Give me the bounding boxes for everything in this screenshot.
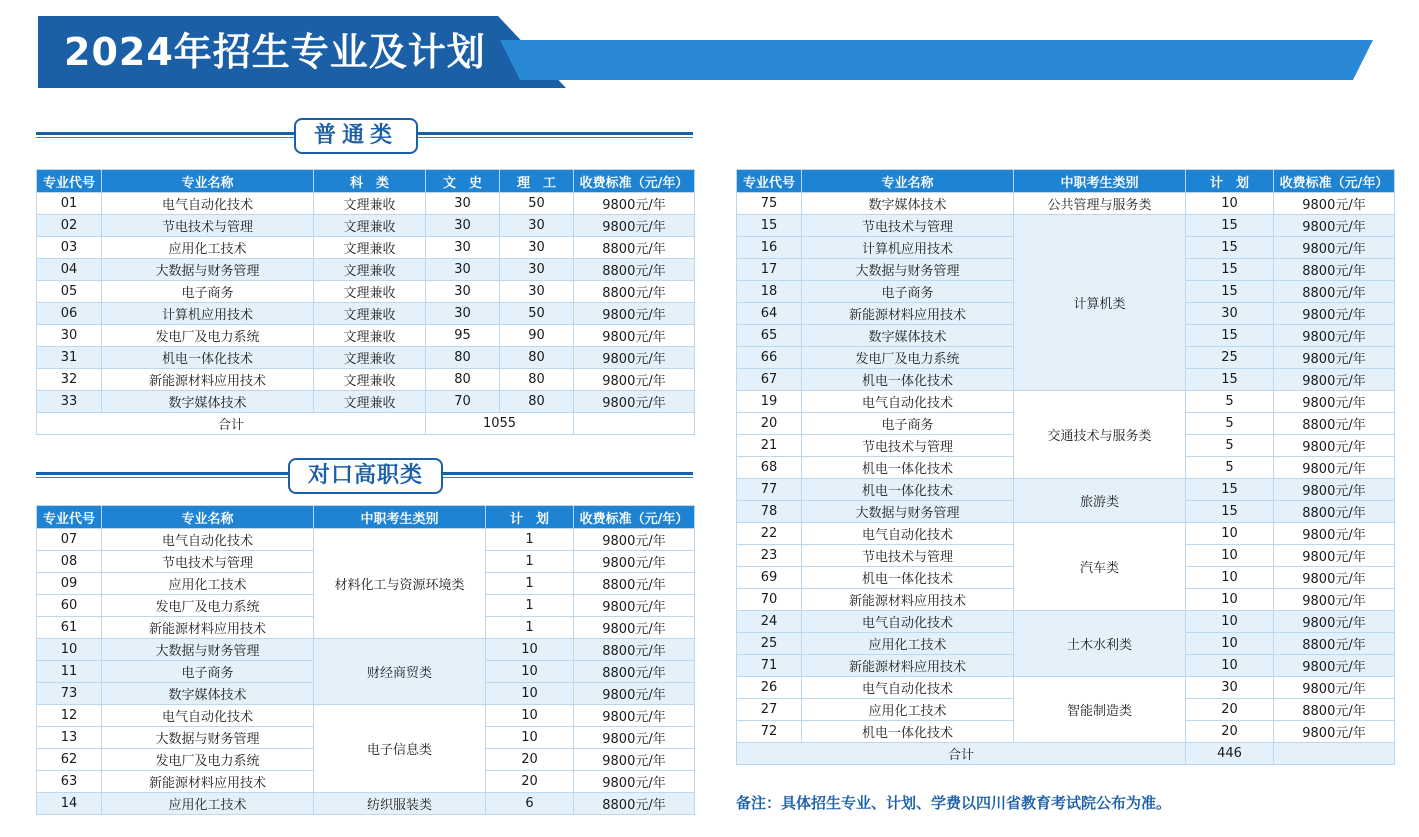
table-cell: 20	[486, 771, 574, 793]
table-cell: 应用化工技术	[102, 573, 314, 595]
column-header: 收费标准（元/年）	[574, 170, 695, 193]
table-cell: 10	[37, 639, 102, 661]
table-cell: 80	[500, 391, 574, 413]
table-row	[37, 793, 695, 815]
table-cell: 68	[737, 457, 802, 479]
table-cell: 文理兼收	[314, 237, 426, 259]
table-cell: 9800元/年	[1274, 721, 1395, 743]
table-row	[737, 215, 1395, 237]
table-cell: 电气自动化技术	[102, 529, 314, 551]
table-row	[737, 479, 1395, 501]
table-cell: 8800元/年	[1274, 699, 1395, 721]
table-cell: 22	[737, 523, 802, 545]
table-cell: 9800元/年	[1274, 589, 1395, 611]
table-cell: 9800元/年	[1274, 193, 1395, 215]
section-heading-regular	[36, 118, 693, 154]
table-cell: 电子商务	[802, 413, 1014, 435]
table-cell: 30	[426, 193, 500, 215]
table-cell: 17	[737, 259, 802, 281]
column-header: 专业名称	[102, 170, 314, 193]
table-cell: 21	[737, 435, 802, 457]
table-cell: 95	[426, 325, 500, 347]
category-cell: 电子信息类	[314, 705, 486, 793]
table-cell: 新能源材料应用技术	[802, 655, 1014, 677]
table-row	[37, 639, 695, 661]
table-cell: 10	[1186, 523, 1274, 545]
table-cell: 13	[37, 727, 102, 749]
table-cell: 08	[37, 551, 102, 573]
section-title-vocational: 对口高职类	[288, 458, 443, 494]
column-header: 专业名称	[802, 170, 1014, 193]
table-cell: 65	[737, 325, 802, 347]
table-cell: 文理兼收	[314, 193, 426, 215]
column-header: 专业代号	[37, 170, 102, 193]
table-cell: 15	[1186, 369, 1274, 391]
table-cell: 文理兼收	[314, 281, 426, 303]
table-cell: 9800元/年	[574, 369, 695, 391]
table-header-row	[37, 506, 695, 529]
table-row	[37, 259, 695, 281]
table-cell: 9800元/年	[1274, 479, 1395, 501]
table-cell: 78	[737, 501, 802, 523]
category-cell: 智能制造类	[1014, 677, 1186, 743]
table-cell: 文理兼收	[314, 391, 426, 413]
category-cell: 材料化工与资源环境类	[314, 529, 486, 639]
table-cell: 应用化工技术	[102, 793, 314, 815]
table-cell: 9800元/年	[574, 683, 695, 705]
table-cell: 电气自动化技术	[102, 193, 314, 215]
table-cell: 9800元/年	[1274, 325, 1395, 347]
table-cell: 1	[486, 551, 574, 573]
table-cell: 30	[500, 237, 574, 259]
footnote: 备注：具体招生专业、计划、学费以四川省教育考试院公布为准。	[736, 794, 1172, 812]
table-cell: 电气自动化技术	[802, 677, 1014, 699]
table-row	[737, 523, 1395, 545]
table-cell: 60	[37, 595, 102, 617]
table-cell: 30	[426, 215, 500, 237]
table-cell: 20	[1186, 699, 1274, 721]
table-cell: 9800元/年	[1274, 391, 1395, 413]
table-cell: 8800元/年	[574, 237, 695, 259]
table-cell: 电子商务	[802, 281, 1014, 303]
table-cell: 文理兼收	[314, 325, 426, 347]
table-cell: 30	[37, 325, 102, 347]
table-cell: 18	[737, 281, 802, 303]
table-cell: 30	[500, 281, 574, 303]
table-cell: 8800元/年	[574, 573, 695, 595]
total-row	[737, 743, 1395, 765]
table-cell: 机电一体化技术	[102, 347, 314, 369]
table-cell: 67	[737, 369, 802, 391]
table-cell: 5	[1186, 413, 1274, 435]
table-cell: 发电厂及电力系统	[102, 595, 314, 617]
table-cell: 电气自动化技术	[102, 705, 314, 727]
table-cell: 大数据与财务管理	[102, 727, 314, 749]
column-header: 专业名称	[102, 506, 314, 529]
column-header: 收费标准（元/年）	[1274, 170, 1395, 193]
table-cell: 节电技术与管理	[802, 215, 1014, 237]
table-cell: 应用化工技术	[102, 237, 314, 259]
table-cell: 10	[486, 683, 574, 705]
table-cell: 8800元/年	[574, 661, 695, 683]
table-cell: 文理兼收	[314, 215, 426, 237]
table-cell: 9800元/年	[574, 529, 695, 551]
table-cell: 05	[37, 281, 102, 303]
table-cell: 10	[486, 661, 574, 683]
table-cell: 发电厂及电力系统	[102, 749, 314, 771]
table-cell: 16	[737, 237, 802, 259]
table-cell: 9800元/年	[574, 617, 695, 639]
table-cell: 15	[1186, 501, 1274, 523]
table-cell: 10	[1186, 655, 1274, 677]
table-cell: 10	[1186, 193, 1274, 215]
table-cell: 节电技术与管理	[802, 435, 1014, 457]
table-cell: 数字媒体技术	[802, 193, 1014, 215]
table-row	[737, 677, 1395, 699]
category-cell: 旅游类	[1014, 479, 1186, 523]
table-cell: 发电厂及电力系统	[102, 325, 314, 347]
table-cell: 9800元/年	[1274, 545, 1395, 567]
table-cell: 90	[500, 325, 574, 347]
category-cell: 交通技术与服务类	[1014, 391, 1186, 479]
table-cell: 机电一体化技术	[802, 721, 1014, 743]
table-cell: 9800元/年	[1274, 611, 1395, 633]
column-header: 科 类	[314, 170, 426, 193]
table-cell: 8800元/年	[1274, 501, 1395, 523]
table-cell: 71	[737, 655, 802, 677]
table-cell: 12	[37, 705, 102, 727]
table-cell: 72	[737, 721, 802, 743]
table-cell: 文理兼收	[314, 347, 426, 369]
table-cell: 30	[1186, 303, 1274, 325]
column-header: 专业代号	[37, 506, 102, 529]
table-cell: 14	[37, 793, 102, 815]
column-header: 计 划	[486, 506, 574, 529]
section-heading-vocational	[36, 458, 693, 494]
table-cell: 15	[1186, 281, 1274, 303]
table-cell: 新能源材料应用技术	[102, 369, 314, 391]
table-cell: 10	[1186, 567, 1274, 589]
table-cell: 20	[1186, 721, 1274, 743]
table-cell: 新能源材料应用技术	[102, 617, 314, 639]
table-cell: 25	[737, 633, 802, 655]
table-cell: 电子商务	[102, 281, 314, 303]
table-cell: 电气自动化技术	[802, 391, 1014, 413]
category-cell: 汽车类	[1014, 523, 1186, 611]
table-cell: 9800元/年	[574, 347, 695, 369]
table-cell: 30	[500, 259, 574, 281]
table-cell: 大数据与财务管理	[102, 259, 314, 281]
table-cell: 电气自动化技术	[802, 611, 1014, 633]
table-cell: 63	[37, 771, 102, 793]
table-cell: 31	[37, 347, 102, 369]
table-cell: 9800元/年	[574, 325, 695, 347]
table-cell: 8800元/年	[1274, 281, 1395, 303]
table-cell: 9800元/年	[574, 705, 695, 727]
category-cell: 纺织服装类	[314, 793, 486, 815]
table-cell: 机电一体化技术	[802, 567, 1014, 589]
table-cell: 75	[737, 193, 802, 215]
table-cell: 9800元/年	[1274, 523, 1395, 545]
table-cell: 23	[737, 545, 802, 567]
table-cell: 10	[486, 639, 574, 661]
table-cell: 50	[500, 303, 574, 325]
table-cell: 9800元/年	[1274, 237, 1395, 259]
table-cell: 26	[737, 677, 802, 699]
table-cell: 文理兼收	[314, 259, 426, 281]
table-cell: 06	[37, 303, 102, 325]
table-cell: 9800元/年	[1274, 567, 1395, 589]
table-cell: 10	[1186, 633, 1274, 655]
table-cell: 1	[486, 595, 574, 617]
table-cell: 9800元/年	[574, 749, 695, 771]
table-cell: 9800元/年	[574, 771, 695, 793]
table-row	[37, 193, 695, 215]
regular-table	[36, 169, 695, 435]
table-cell: 5	[1186, 391, 1274, 413]
table-row	[37, 529, 695, 551]
table-cell: 03	[37, 237, 102, 259]
table-row	[37, 237, 695, 259]
total-label: 合计	[37, 413, 426, 435]
table-cell: 64	[737, 303, 802, 325]
table-cell: 8800元/年	[1274, 413, 1395, 435]
table-cell: 9800元/年	[574, 215, 695, 237]
table-cell: 9800元/年	[1274, 369, 1395, 391]
table-cell: 8800元/年	[574, 259, 695, 281]
table-cell: 30	[426, 259, 500, 281]
table-cell: 数字媒体技术	[802, 325, 1014, 347]
table-cell: 9800元/年	[1274, 347, 1395, 369]
table-cell: 15	[1186, 259, 1274, 281]
column-header: 计 划	[1186, 170, 1274, 193]
column-header: 中职考生类别	[1014, 170, 1186, 193]
table-row	[737, 611, 1395, 633]
category-cell: 公共管理与服务类	[1014, 193, 1186, 215]
table-cell: 30	[426, 303, 500, 325]
table-cell: 80	[426, 347, 500, 369]
table-cell: 61	[37, 617, 102, 639]
table-cell: 电子商务	[102, 661, 314, 683]
table-cell: 80	[500, 347, 574, 369]
table-cell: 电气自动化技术	[802, 523, 1014, 545]
table-cell: 1	[486, 617, 574, 639]
table-cell: 20	[737, 413, 802, 435]
table-cell: 24	[737, 611, 802, 633]
table-cell: 73	[37, 683, 102, 705]
table-cell: 1	[486, 529, 574, 551]
table-cell: 10	[1186, 545, 1274, 567]
table-cell: 9800元/年	[1274, 677, 1395, 699]
vocational-table-right	[736, 169, 1395, 765]
table-cell: 33	[37, 391, 102, 413]
table-cell: 6	[486, 793, 574, 815]
table-cell: 15	[1186, 215, 1274, 237]
table-row	[37, 369, 695, 391]
table-cell: 9800元/年	[1274, 655, 1395, 677]
table-row	[37, 303, 695, 325]
table-cell: 9800元/年	[574, 391, 695, 413]
table-cell: 01	[37, 193, 102, 215]
table-cell: 9800元/年	[574, 551, 695, 573]
table-cell: 15	[737, 215, 802, 237]
total-label: 合计	[737, 743, 1186, 765]
table-cell: 发电厂及电力系统	[802, 347, 1014, 369]
table-cell: 9800元/年	[574, 595, 695, 617]
table-cell: 8800元/年	[574, 281, 695, 303]
table-cell: 机电一体化技术	[802, 479, 1014, 501]
table-cell: 计算机应用技术	[802, 237, 1014, 259]
table-cell: 文理兼收	[314, 369, 426, 391]
category-cell: 财经商贸类	[314, 639, 486, 705]
table-header-row	[37, 170, 695, 193]
total-row	[37, 413, 695, 435]
column-header: 理 工	[500, 170, 574, 193]
table-cell: 27	[737, 699, 802, 721]
table-cell: 32	[37, 369, 102, 391]
table-cell: 04	[37, 259, 102, 281]
table-cell: 30	[500, 215, 574, 237]
table-cell: 70	[737, 589, 802, 611]
table-cell: 11	[37, 661, 102, 683]
table-cell: 80	[500, 369, 574, 391]
table-cell: 80	[426, 369, 500, 391]
table-cell: 15	[1186, 237, 1274, 259]
table-row	[37, 325, 695, 347]
column-header: 收费标准（元/年）	[574, 506, 695, 529]
table-row	[37, 705, 695, 727]
table-cell: 新能源材料应用技术	[102, 771, 314, 793]
table-cell: 8800元/年	[1274, 259, 1395, 281]
category-cell: 土木水利类	[1014, 611, 1186, 677]
table-cell: 62	[37, 749, 102, 771]
table-cell: 数字媒体技术	[102, 683, 314, 705]
table-cell: 9800元/年	[574, 193, 695, 215]
table-cell: 节电技术与管理	[102, 215, 314, 237]
table-cell: 9800元/年	[1274, 215, 1395, 237]
table-cell: 9800元/年	[1274, 303, 1395, 325]
page-title: 2024年招生专业及计划	[64, 30, 486, 74]
table-cell: 文理兼收	[314, 303, 426, 325]
column-header: 专业代号	[737, 170, 802, 193]
table-row	[37, 281, 695, 303]
table-cell: 9800元/年	[574, 727, 695, 749]
table-cell: 50	[500, 193, 574, 215]
table-cell: 09	[37, 573, 102, 595]
table-cell: 07	[37, 529, 102, 551]
title-banner-light	[500, 40, 1373, 80]
table-cell: 数字媒体技术	[102, 391, 314, 413]
table-cell: 70	[426, 391, 500, 413]
table-cell: 15	[1186, 479, 1274, 501]
table-cell: 69	[737, 567, 802, 589]
column-header: 文 史	[426, 170, 500, 193]
table-row	[737, 193, 1395, 215]
table-cell: 66	[737, 347, 802, 369]
table-cell: 5	[1186, 435, 1274, 457]
table-cell: 大数据与财务管理	[802, 501, 1014, 523]
table-cell: 节电技术与管理	[102, 551, 314, 573]
table-cell: 30	[426, 281, 500, 303]
table-cell: 15	[1186, 325, 1274, 347]
table-cell: 节电技术与管理	[802, 545, 1014, 567]
table-row	[37, 347, 695, 369]
table-cell: 30	[1186, 677, 1274, 699]
table-cell	[1274, 743, 1395, 765]
table-cell: 8800元/年	[1274, 633, 1395, 655]
table-cell: 9800元/年	[1274, 457, 1395, 479]
table-cell: 大数据与财务管理	[802, 259, 1014, 281]
table-cell: 10	[1186, 589, 1274, 611]
table-row	[37, 215, 695, 237]
table-row	[37, 391, 695, 413]
table-cell: 5	[1186, 457, 1274, 479]
table-cell: 10	[486, 705, 574, 727]
table-cell: 19	[737, 391, 802, 413]
table-cell: 8800元/年	[574, 639, 695, 661]
table-cell: 30	[426, 237, 500, 259]
table-cell: 8800元/年	[574, 793, 695, 815]
table-cell: 25	[1186, 347, 1274, 369]
table-cell	[574, 413, 695, 435]
table-header-row	[737, 170, 1395, 193]
table-cell: 新能源材料应用技术	[802, 303, 1014, 325]
table-cell: 10	[486, 727, 574, 749]
table-cell: 大数据与财务管理	[102, 639, 314, 661]
table-cell: 机电一体化技术	[802, 457, 1014, 479]
section-title-regular: 普通类	[294, 118, 418, 154]
table-cell: 应用化工技术	[802, 633, 1014, 655]
total-value: 446	[1186, 743, 1274, 765]
table-cell: 9800元/年	[574, 303, 695, 325]
table-cell: 02	[37, 215, 102, 237]
category-cell: 计算机类	[1014, 215, 1186, 391]
column-header: 中职考生类别	[314, 506, 486, 529]
table-cell: 计算机应用技术	[102, 303, 314, 325]
table-cell: 10	[1186, 611, 1274, 633]
table-cell: 1	[486, 573, 574, 595]
table-cell: 新能源材料应用技术	[802, 589, 1014, 611]
total-value: 1055	[426, 413, 574, 435]
table-cell: 机电一体化技术	[802, 369, 1014, 391]
table-cell: 应用化工技术	[802, 699, 1014, 721]
table-cell: 77	[737, 479, 802, 501]
table-cell: 9800元/年	[1274, 435, 1395, 457]
table-cell: 20	[486, 749, 574, 771]
table-row	[737, 391, 1395, 413]
vocational-table-left	[36, 505, 695, 815]
